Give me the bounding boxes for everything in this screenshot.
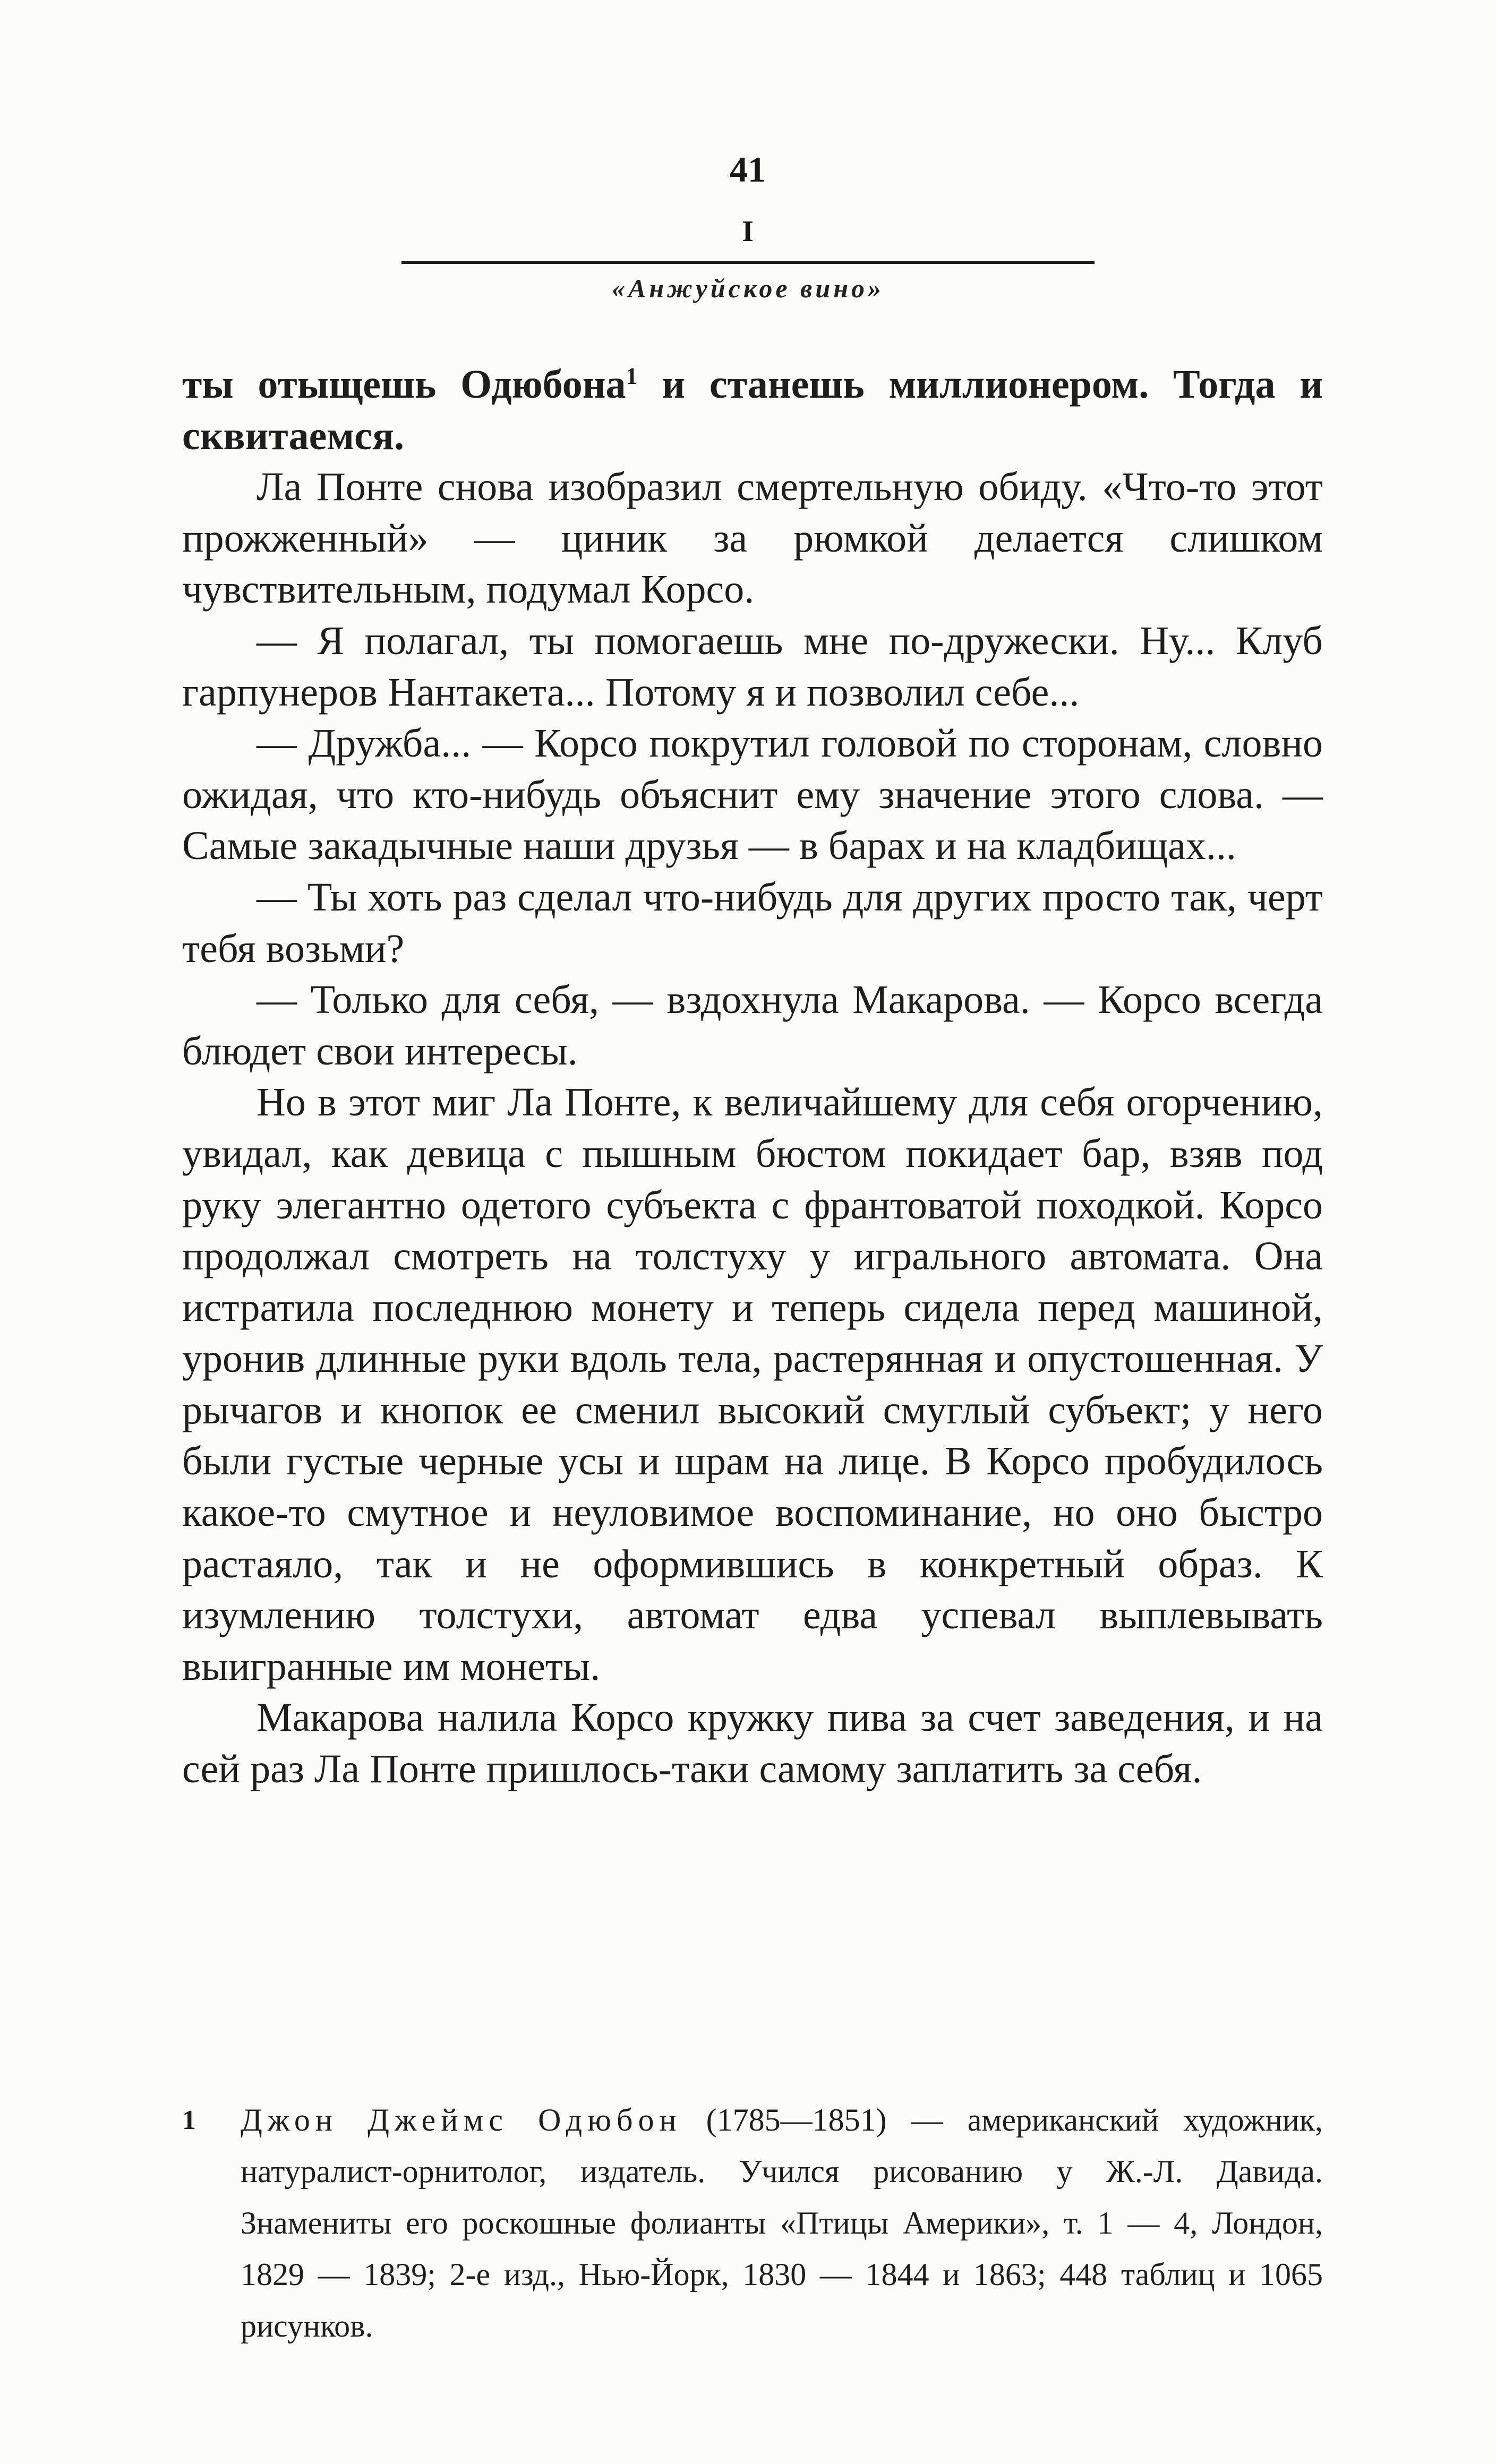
footnote-name: Джон Джеймс Одюбон xyxy=(241,2102,682,2137)
paragraph-1-lead: ты отыщешь Одюбона xyxy=(182,362,626,407)
footnote-body xyxy=(241,2094,1323,2352)
chapter-title: «Анжуйское вино» xyxy=(612,273,884,303)
paragraph-4: — Дружба... — Корсо покрутил головой по сторонам, словно ожидая, что кто-нибудь объяснит ему значение этого слова. — Самые закадычные наши друзья — в барах и на кладбищах... xyxy=(182,721,1323,869)
paragraph-1 xyxy=(182,359,1323,461)
paragraph-2: Ла Понте снова изобразил смертельную обиду. «Что-то этот прожженный» — циник за рюмкой делается слишком чувствительным, подумал Корсо. xyxy=(182,465,1323,612)
paragraph-7: Но в этот миг Ла Понте, к величайшему для себя огорчению, увидал, как девица с пышным бюстом покидает бар, взяв под руку элегантно одетого субъекта с франтоватой походкой. Корсо продолжал смотреть на толстуху у игрального автомата. Она истратила последнюю монету и теперь сидела перед машиной, уронив длинные руки вдоль тела, растерянная и опустошенная. У рычагов и кнопок ее сменил высокий смуглый субъект; у него были густые черные усы и шрам на лице. В Корсо пробудилось какое-то смутное и неуловимое воспоминание, но оно быстро растаяло, так и не оформившись в конкретный образ. К изумлению толстухи, автомат едва успевал выплевывать выигранные им монеты. xyxy=(182,1080,1323,1689)
paragraph-6: — Только для себя, — вздохнула Макарова. — Корсо всегда блюдет свои интересы. xyxy=(182,977,1323,1074)
body-text xyxy=(182,359,1323,1795)
footnote-reference: 1 xyxy=(626,363,638,389)
footnote xyxy=(182,2094,1323,2352)
paragraph-3: — Я полагал, ты помогаешь мне по-дружески. Ну... Клуб гарпунеров Нантакета... Потому я и позволил себе... xyxy=(182,618,1323,715)
header-rule xyxy=(401,261,1095,264)
paragraph-8: Макарова налила Корсо кружку пива за счет заведения, и на сей раз Ла Понте пришлось-таки самому заплатить за себя. xyxy=(182,1695,1323,1792)
paragraph-1-tail: и станешь миллионером. Тогда и сквитаемся. xyxy=(182,362,1323,458)
page-number: 41 xyxy=(730,149,766,190)
paragraph-5: — Ты хоть раз сделал что-нибудь для других просто так, черт тебя возьми? xyxy=(182,874,1323,971)
footnote-marker: 1 xyxy=(182,2105,196,2135)
footnote-text: (1785—1851) — американский художник, натуралист-орнитолог, издатель. Учился рисованию у Ж.-Л. Давида. Знамениты его роскошные фолианты «Птицы Америки», т. 1 — 4, Лондон, 1829 — 1839; 2-е изд., Нью-Йорк, 1830 — 1844 и 1863; 448 таблиц и 1065 рисунков. xyxy=(241,2102,1323,2343)
part-number: I xyxy=(742,215,754,248)
